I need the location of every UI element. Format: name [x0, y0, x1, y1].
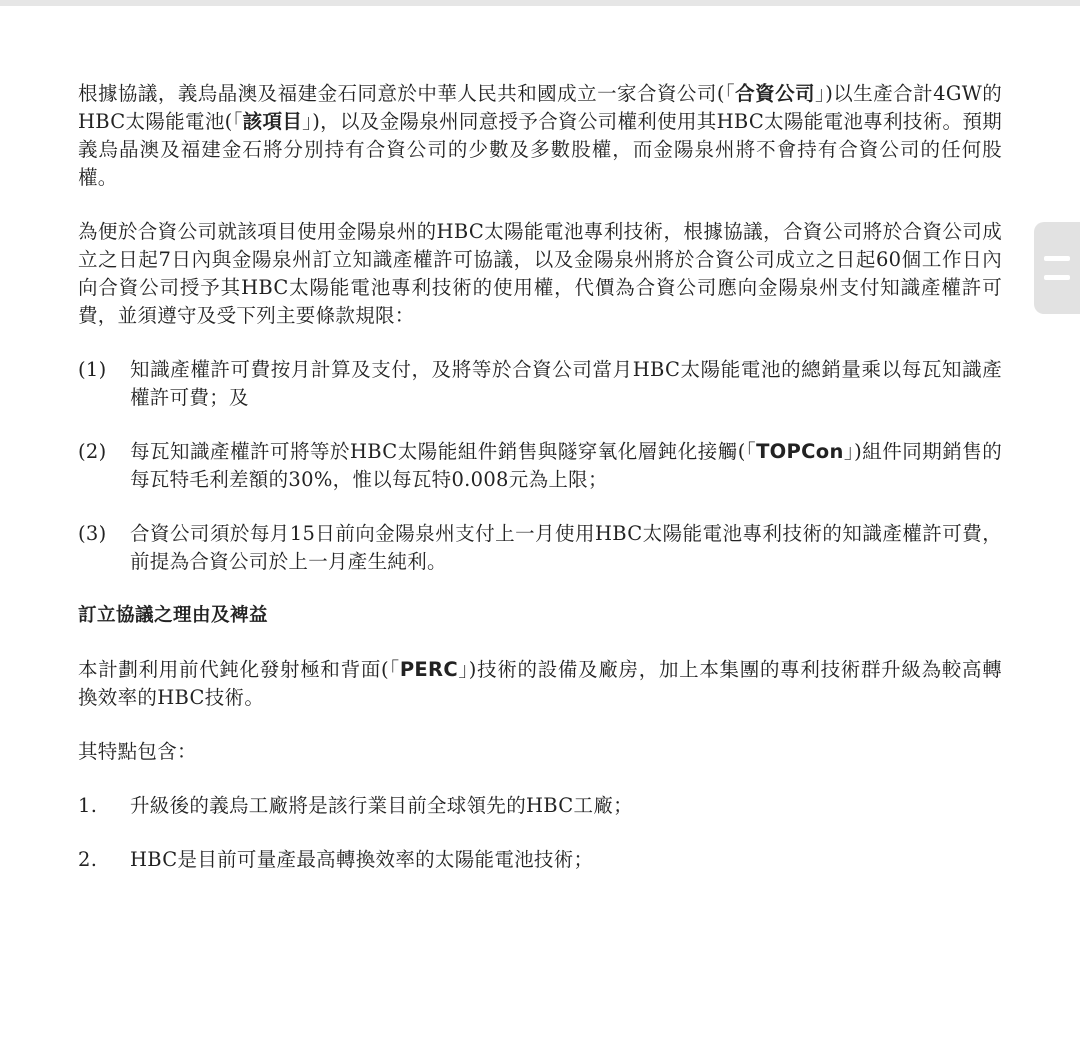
feature-text: HBC是目前可量產最高轉換效率的太陽能電池技術；	[130, 848, 594, 871]
term-text: 知識產權許可費按月計算及支付，及將等於合資公司當月HBC太陽能電池的總銷量乘以每瓦知識產權許可費；及	[130, 358, 1002, 409]
defined-term-topcon: TOPCon	[756, 440, 844, 463]
feature-item-1	[78, 792, 1002, 820]
feature-text: 升級後的義烏工廠將是該行業目前全球領先的HBC工廠；	[130, 794, 633, 817]
term-text: 合資公司須於每月15日前向金陽泉州支付上一月使用HBC太陽能電池專利技術的知識產權許可費，前提為合資公司於上一月產生純利。	[130, 522, 1002, 573]
document-body	[78, 80, 1002, 900]
paragraph-joint-venture: 根據協議，義烏晶澳及福建金石同意於中華人民共和國成立一家合資公司(「合資公司」)以生產合計4GW的HBC太陽能電池(「該項目」)，以及金陽泉州同意授予合資公司權利使用其HBC太陽能電池專利技術。預期義烏晶澳及福建金石將分別持有合資公司的少數及多數股權，而金陽泉州將不會持有合資公司的任何股權。	[78, 82, 1002, 189]
term-item-3	[78, 520, 1002, 576]
defined-term-joint-venture: 合資公司	[735, 82, 815, 105]
side-drawer-handle[interactable]	[1034, 222, 1080, 314]
term-number: (1)	[78, 358, 107, 381]
paragraph-ip-license: 為便於合資公司就該項目使用金陽泉州的HBC太陽能電池專利技術，根據協議，合資公司將於合資公司成立之日起7日內與金陽泉州訂立知識產權許可協議，以及金陽泉州將於合資公司成立之日起60個工作日內向合資公司授予其HBC太陽能電池專利技術的使用權，代價為合資公司應向金陽泉州支付知識產權許可費，並須遵守及受下列主要條款規限：	[78, 220, 1002, 327]
top-scroll-indicator	[0, 0, 1080, 6]
defined-term-project: 該項目	[242, 110, 303, 133]
defined-term-perc: PERC	[399, 658, 458, 681]
term-item-1	[78, 356, 1002, 412]
term-number: (2)	[78, 440, 107, 463]
paragraph-upgrade-plan: 本計劃利用前代鈍化發射極和背面(「PERC」)技術的設備及廠房，加上本集團的專利技術群升級為較高轉換效率的HBC技術。	[78, 658, 1002, 709]
paragraph-features-intro: 其特點包含：	[78, 740, 197, 763]
term-item-2	[78, 438, 1002, 494]
feature-number: 2.	[78, 848, 98, 871]
term-number: (3)	[78, 522, 107, 545]
feature-item-2	[78, 846, 1002, 874]
feature-number: 1.	[78, 794, 98, 817]
term-text: 每瓦知識產權許可將等於HBC太陽能組件銷售與隧穿氧化層鈍化接觸(「TOPCon」)組件同期銷售的每瓦特毛利差額的30%，惟以每瓦特0.008元為上限；	[130, 440, 1002, 491]
section-heading: 訂立協議之理由及裨益	[78, 605, 269, 626]
